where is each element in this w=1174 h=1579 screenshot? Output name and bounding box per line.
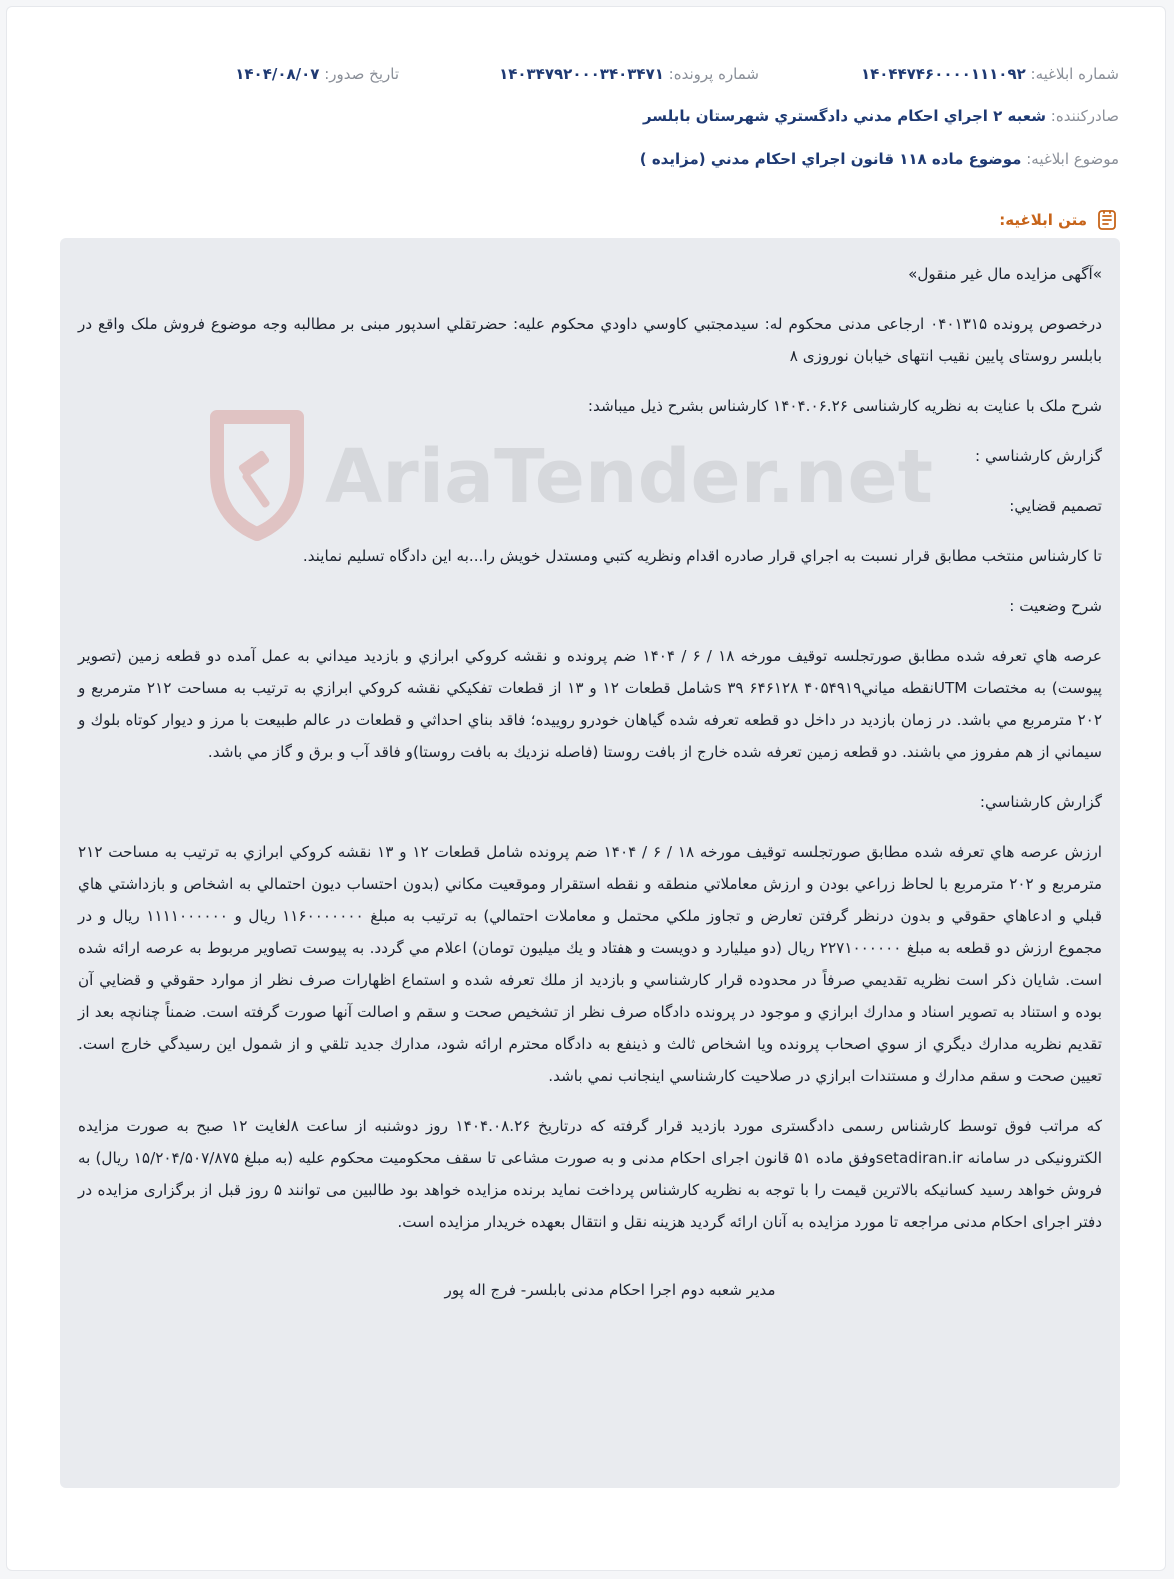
body-heading-expert-report: گزارش كارشناسي : [975,447,1102,465]
notice-text-title: متن ابلاغیه: [999,211,1087,229]
case-number-value: ۱۴۰۳۴۷۹۲۰۰۰۳۴۰۳۴۷۱ [499,65,664,83]
notice-text-heading [999,208,1119,232]
body-paragraph-case: درخصوص پرونده ۰۴۰۱۳۱۵ ارجاعی مدنی محکوم له: سیدمجتبي كاوسي داودي محکوم علیه: حضرتقلي اسدپور مبنی بر مطالبه وجه موضوع فروش ملک واقع در بابلسر روستای پایین نقیب انتهای خیابان نوروزی ۸ [78,315,1102,365]
body-heading-status: شرح وضعيت : [1009,597,1102,615]
document-icon [1095,208,1119,232]
watermark-text: AriaTender.net [325,434,934,520]
body-title: »آگهی مزایده مال غیر منقول» [908,265,1102,283]
issue-date-label: تاريخ صدور: [324,65,399,83]
body-heading-judicial-decision: تصميم قضايي: [1009,497,1102,515]
body-paragraph-valuation: ارزش عرصه هاي تعرفه شده مطابق صورتجلسه توقيف مورخه ۱۸ / ۶ / ۱۴۰۴ ضم پرونده شامل قطعات ۱۲ و ۱۳ نقشه كروكي ابرازي به ترتيب به مساحت ۲۱۲ مترمربع و ۲۰۲ مترمربع با لحاظ زراعي بودن و ارزش معاملاتي منطقه و نقطه استقرار وموقعيت مكاني (بدون احتساب ديون احتمالي به اشخاص و بازداشتي هاي قبلي و ادعاهاي حقوقي و بدون درنظر گرفتن تعارض و تجاوز ملكي محتمل و معاملات احتمالي) به ترتيب به مبلغ ۱۱۶۰۰۰۰۰۰۰ ريال و ۱۱۱۱۰۰۰۰۰۰ ريال و در مجموع ارزش دو قطعه به مبلغ ۲۲۷۱۰۰۰۰۰۰ ريال (دو ميليارد و دويست و هفتاد و يك ميليون تومان) اعلام مي گردد. به پيوست تصاوير مربوط به عرصه ارائه شده است. شايان ذكر است نظريه تقديمي صرفاً در محدوده قرار كارشناسي و بازديد از ملك تعرفه شده و استماع اظهارات صرف نظر از موارد حقوقي و قضايي آن بوده و استناد به تصوير اسناد و مدارك ابرازي و موجود در پرونده دادگاه صرف نظر از تشخيص صحت و سقم و اصالت آنها صورت گرفته است. ضمناً چنانچه بعد از تقديم نظريه مدارك ديگري از سوي اصحاب پرونده ويا اشخاص ثالث و ذينفع به دادگاه محترم ارائه شود، مدارك جديد تلقي و از شمول اين رسيدگي خارج است. تعيين صحت و سقم مدارك و مستندات ابرازي در صلاحيت كارشناسي اينجانب نمي باشد. [78,843,1103,1085]
body-paragraph-status: عرصه هاي تعرفه شده مطابق صورتجلسه توقيف مورخه ۱۸ / ۶ / ۱۴۰۴ ضم پرونده و نقشه كروكي ابرازي و بازديد ميداني به عمل آمده دو قطعه زمين (تصوير پيوست) به مختصات UTMنقطه مياني۴۰۵۴۹۱۹ ۶۴۶۱۲۸ ۳۹ sشامل قطعات ۱۲ و ۱۳ از قطعات تفكيكي نقشه كروكي ابرازي به ترتيب به مساحت ۲۱۲ مترمربع و ۲۰۲ مترمربع مي باشد. در زمان بازديد در داخل دو قطعه تعرفه شده گياهان خودرو روييده؛ فاقد بناي احداثي و قطعات در عالم طبيعت با مرز و ديوار كوتاه بلوك و سيماني از هم مفروز مي باشند. دو قطعه زمين تعرفه شده خارج از بافت روستا (فاصله نزديك به بافت روستا)و فاقد آب و برق و گاز مي باشد. [78,647,1103,761]
subject-row [640,150,1119,168]
issuer-label: صادرکننده: [1050,107,1119,125]
notice-body [60,238,1120,1488]
body-paragraph-auction: که مراتب فوق توسط کارشناس رسمی دادگستری مورد بازدید قرار گرفته که درتاریخ ۱۴۰۴.۰۸.۲۶ روز دوشنبه از ساعت ۸لغایت ۱۲ صبح به صورت مزایده الکترونیکی در سامانه setadiran.irوفق ماده ۵۱ قانون اجرای احکام مدنی و به صورت مشاعی تا سقف محکومیت محکوم علیه (به مبلغ ۱۵/۲۰۴/۵۰۷/۸۷۵ ریال) به فروش خواهد رسید کسانیکه بالاترین قیمت را با توجه به نظریه کارشناس پرداخت نماید برنده مزایده خواهد بود طالبین می توانند ۵ روز قبل از برگزاری مزایده در دفتر اجرای احکام مدنی مراجعه تا مورد مزایده به آنان ارائه گردید هزینه نقل و انتقال بعهده خریدار مزایده است. [78,1117,1102,1231]
subject-value: موضوع ماده ۱۱۸ قانون اجراي احکام مدني (مزايده ) [639,150,1022,168]
notice-number-label: شماره ابلاغیه: [1030,65,1119,83]
case-number-label: شماره پرونده: [668,65,759,83]
body-signature: مدیر شعبه دوم اجرا احکام مدنی بابلسر- فرج اله پور [444,1281,776,1299]
subject-label: موضوع ابلاغيه: [1026,150,1119,168]
notice-number-value: ۱۴۰۴۴۷۴۶۰۰۰۰۱۱۱۰۹۲ [860,65,1026,83]
body-heading-expert-report-2: گزارش كارشناسي: [979,793,1102,811]
issuer-value: شعبه ۲ اجراي احکام مدني دادگستري شهرستان بابلسر [642,107,1046,125]
body-paragraph-property: شرح ملک با عنایت به نظریه کارشناسی ۱۴۰۴.۰۶.۲۶ کارشناس بشرح ذیل میباشد: [587,397,1102,415]
notice-number [861,65,1119,83]
notice-card [6,6,1166,1571]
issue-date [235,65,399,83]
issue-date-value: ۱۴۰۴/۰۸/۰۷ [235,65,320,83]
body-paragraph-decision: تا كارشناس منتخب مطابق قرار نسبت به اجراي قرار صادره اقدام ونظريه كتبي ومستدل خويش را...به اين دادگاه تسليم نمايند. [302,547,1102,565]
case-number [499,65,759,83]
issuer-row [643,107,1119,125]
